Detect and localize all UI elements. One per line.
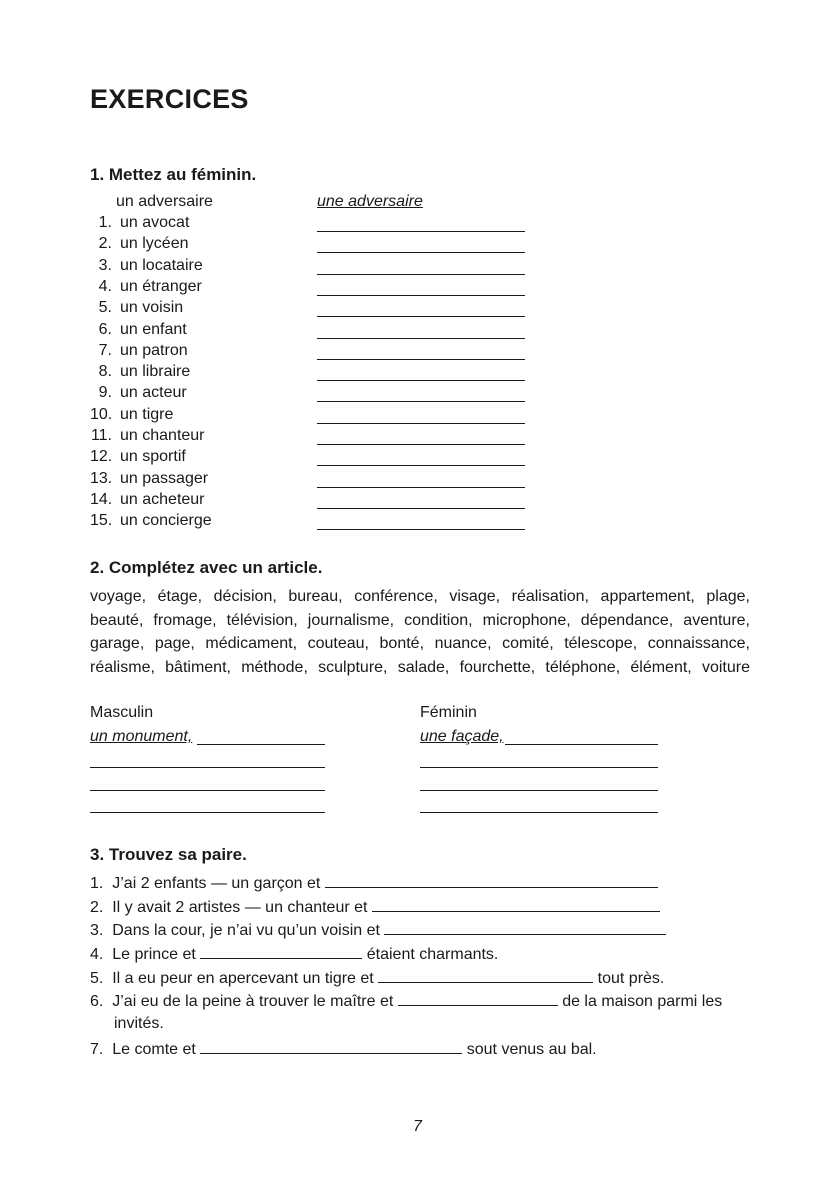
item-word: un voisin — [120, 299, 184, 317]
item-word: un chanteur — [120, 427, 205, 444]
item-text: Le comte et — [112, 1041, 196, 1058]
item-number: 9. — [98, 384, 112, 402]
item-text-after: de la maison parmi les — [562, 993, 723, 1010]
masculin-label: Masculin — [90, 704, 154, 721]
word-bank-line: beauté, fromage, télévision, journalisme, condition, microphone, dépendance, aventure, — [90, 611, 750, 629]
item-number: 13. — [90, 469, 113, 487]
item-number: 7. — [90, 1041, 104, 1058]
item-text: Il a eu peur en apercevant un tigre et — [112, 970, 374, 987]
exercise-3-item — [90, 968, 664, 988]
item-word: un avocat — [120, 214, 190, 231]
item-number: 7. — [98, 341, 112, 359]
item-number: 5. — [98, 299, 112, 317]
answer-blank[interactable] — [317, 508, 525, 509]
answer-blank[interactable] — [378, 968, 593, 983]
item-word: un enfant — [120, 320, 187, 338]
feminin-label: Féminin — [420, 704, 477, 721]
item-word: un tigre — [120, 405, 174, 423]
item-number: 6. — [98, 320, 112, 338]
exercise-3-item — [90, 1039, 597, 1059]
masculin-answer-blank[interactable] — [90, 767, 325, 768]
item-text: J’ai 2 enfants — un garçon et — [112, 875, 321, 892]
answer-blank[interactable] — [325, 873, 658, 888]
item-number: 11. — [90, 427, 112, 444]
answer-blank[interactable] — [372, 897, 660, 912]
item-text-after: étaient charmants. — [366, 946, 499, 963]
word-bank-line: voyage, étage, décision, bureau, conférence, visage, réalisation, appartement, plage, — [90, 588, 750, 605]
answer-blank[interactable] — [200, 944, 362, 959]
page-number: 7 — [413, 1118, 422, 1135]
item-number: 1. — [98, 214, 112, 231]
exercise-2-heading: 2. Complétez avec un article. — [90, 558, 323, 577]
item-text: Il y avait 2 artistes — un chanteur et — [112, 899, 368, 916]
answer-blank[interactable] — [317, 231, 525, 232]
answer-blank[interactable] — [317, 423, 525, 424]
masculin-answer-blank[interactable] — [197, 744, 325, 745]
item-number: 3. — [98, 256, 112, 274]
item-word: un étranger — [120, 277, 202, 295]
exercise-3-item — [90, 897, 660, 917]
item-word: un passager — [120, 469, 209, 487]
feminin-answer-blank[interactable] — [420, 767, 658, 768]
item-word: un patron — [120, 341, 188, 359]
feminin-answer-blank[interactable] — [420, 812, 658, 813]
masculin-answer-blank[interactable] — [90, 790, 325, 791]
item-word: un libraire — [120, 363, 191, 381]
exercise-3-item — [90, 920, 666, 940]
answer-blank[interactable] — [200, 1039, 462, 1054]
answer-blank[interactable] — [317, 380, 525, 381]
item-text-after: tout près. — [597, 970, 665, 987]
exercise-3-item — [90, 944, 498, 964]
item-word: un locataire — [120, 256, 203, 274]
masculin-answer-blank[interactable] — [90, 812, 325, 813]
answer-blank[interactable] — [317, 529, 525, 530]
answer-blank[interactable] — [317, 444, 525, 445]
exercise-1-heading: 1. Mettez au féminin. — [90, 165, 257, 184]
answer-blank[interactable] — [317, 401, 525, 402]
feminin-example: une façade, — [420, 728, 504, 745]
answer-blank[interactable] — [317, 295, 525, 296]
answer-blank[interactable] — [317, 274, 525, 275]
item-number: 14. — [90, 490, 113, 508]
answer-blank[interactable] — [317, 359, 525, 360]
item-number: 5. — [90, 970, 104, 987]
item-number: 4. — [98, 277, 112, 295]
feminin-answer-blank[interactable] — [420, 790, 658, 791]
exercise-3-item — [90, 873, 658, 893]
item-number: 6. — [90, 993, 104, 1010]
masculin-example: un monument, — [90, 728, 193, 745]
page-title: EXERCICES — [90, 84, 249, 114]
item-text-after: sout venus au bal. — [466, 1041, 597, 1058]
feminin-answer-blank[interactable] — [505, 744, 658, 745]
item-word: un acteur — [120, 384, 187, 402]
item-text: J’ai eu de la peine à trouver le maître et — [112, 993, 394, 1010]
item-number: 4. — [90, 946, 104, 963]
word-bank-line: garage, page, médicament, couteau, bonté, nuance, comité, télescope, connaissance, — [90, 635, 750, 652]
item-word: un lycéen — [120, 235, 189, 253]
item-word: un acheteur — [120, 490, 205, 508]
item-number: 1. — [90, 875, 104, 892]
answer-blank[interactable] — [398, 991, 558, 1006]
exercise-3-item — [90, 991, 722, 1011]
exercise-1-example-word: un adversaire — [116, 193, 213, 210]
exercise-2-word-bank — [90, 585, 750, 679]
item-number: 10. — [90, 405, 113, 423]
word-bank-line: réalisme, bâtiment, méthode, sculpture, salade, fourchette, téléphone, élément, voiture — [90, 658, 750, 676]
answer-blank[interactable] — [317, 252, 525, 253]
answer-blank[interactable] — [384, 920, 666, 935]
item-number: 15. — [90, 512, 113, 530]
answer-blank[interactable] — [317, 338, 525, 339]
item-text: Dans la cour, je n’ai vu qu’un voisin et — [112, 922, 380, 939]
item-number: 8. — [98, 363, 112, 381]
item-word: un sportif — [120, 448, 186, 466]
answer-blank[interactable] — [317, 316, 525, 317]
answer-blank[interactable] — [317, 465, 525, 466]
item-number: 12. — [90, 448, 113, 466]
item-number: 2. — [98, 235, 112, 253]
exercise-3-heading: 3. Trouvez sa paire. — [90, 845, 247, 864]
exercise-3-item-continuation: invités. — [114, 1015, 164, 1032]
item-number: 2. — [90, 899, 104, 916]
item-number: 3. — [90, 922, 104, 939]
exercise-1-example-answer: une adversaire — [317, 193, 423, 210]
item-text: Le prince et — [112, 946, 196, 963]
answer-blank[interactable] — [317, 487, 525, 488]
item-word: un concierge — [120, 512, 212, 530]
